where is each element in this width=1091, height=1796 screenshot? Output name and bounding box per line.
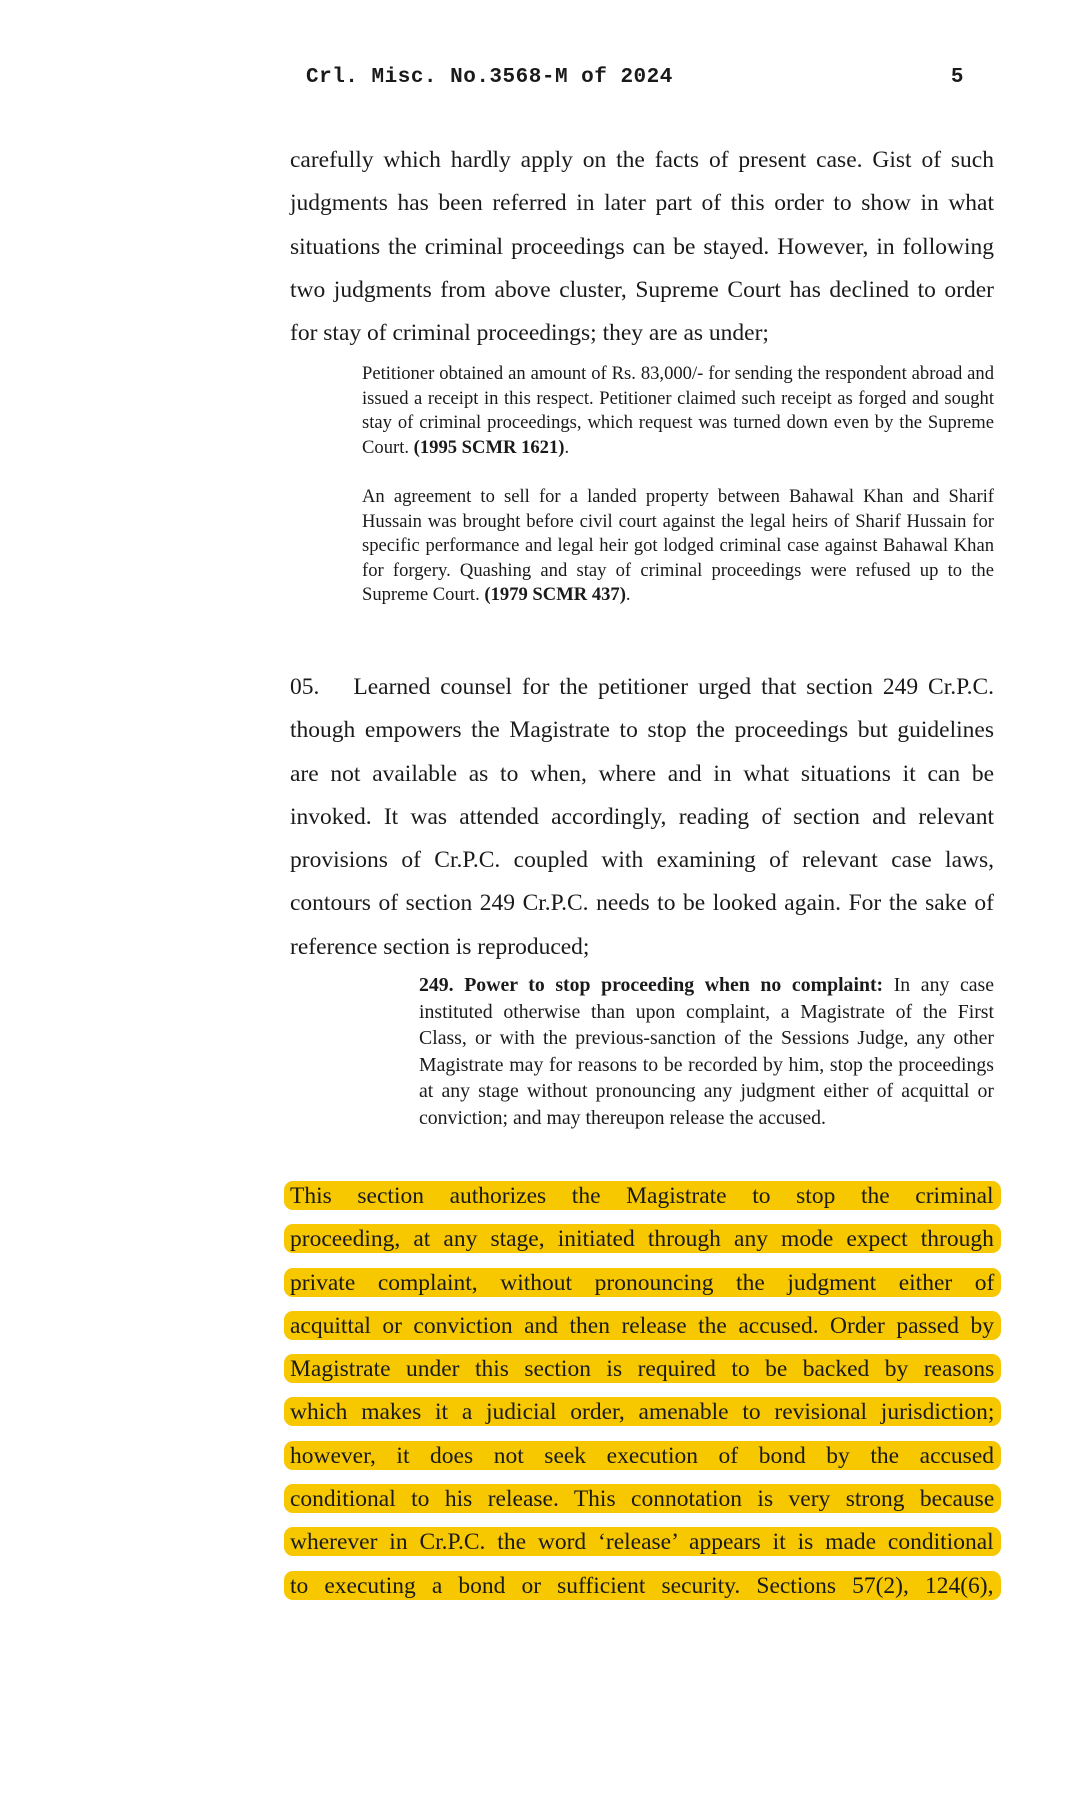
highlighted-line — [290, 1440, 994, 1483]
line-text: proceeding, at any stage, initiated through any mode expect through — [290, 1226, 994, 1253]
quote-citation: (1979 SCMR 437) — [484, 584, 626, 606]
line-text: to executing a bond or sufficient security. Sections 57(2), 124(6), — [290, 1572, 994, 1599]
highlight-mark — [284, 1441, 1001, 1470]
case-number: Crl. Misc. No.3568-M of 2024 — [306, 66, 673, 89]
paragraph-continued: carefully which hardly apply on the facts of present case. Gist of such judgments has been referred in later part of this order to show in what situations the criminal proceedings can be stayed. However, in following two judgments from above cluster, Supreme Court has declined to order for stay of criminal proceedings; they are as under; — [290, 147, 994, 347]
line-text: conditional to his release. This connotation is very strong because — [290, 1486, 995, 1513]
statute-heading: 249. Power to stop proceeding when no complaint: — [419, 974, 884, 996]
highlight-mark — [284, 1224, 1001, 1253]
paragraph-text: Learned counsel for the petitioner urged that section 249 Cr.P.C. though empowers the Magistrate to stop the proceedings but guidelines are not available as to when, where and in what situations it can be invoked. It was attended accordingly, reading of section and relevant provisions of Cr.P.C. coupled with examining of relevant case laws, contours of section 249 Cr.P.C. needs to be looked again. For the sake of reference section is reproduced; — [290, 674, 994, 960]
highlighted-line — [290, 1223, 994, 1266]
page-number: 5 — [950, 66, 964, 89]
highlighted-line — [290, 1310, 994, 1353]
highlighted-line — [290, 1396, 994, 1439]
quoted-judgment-2 — [362, 485, 994, 608]
highlighted-line — [290, 1570, 994, 1613]
highlighted-line — [290, 1180, 994, 1223]
highlight-mark — [284, 1571, 1001, 1600]
quote-end: . — [564, 436, 570, 458]
line-text: however, it does not seek execution of bond by the accused — [290, 1442, 995, 1469]
highlight-mark — [284, 1484, 1001, 1513]
highlight-mark — [284, 1181, 1001, 1210]
line-text: acquittal or conviction and then release the accused. Order passed by — [290, 1312, 994, 1339]
line-text: Magistrate under this section is required to be backed by reasons — [290, 1356, 995, 1383]
statute-text: In any case instituted otherwise than upon complaint, a Magistrate of the First Class, or with the previous-sanction of the Sessions Judge, any other Magistrate may for reasons to be recorded by him, stop the proceedings at any stage without pronouncing any judgment either of acquittal or conviction; and may thereupon release the accused. — [419, 974, 994, 1129]
line-text: which makes it a judicial order, amenable to revisional jurisdiction; — [290, 1399, 995, 1426]
highlighted-line — [290, 1267, 994, 1310]
highlight-mark — [284, 1268, 1001, 1297]
highlighted-line — [290, 1483, 994, 1526]
quote-text: An agreement to sell for a landed property between Bahawal Khan and Sharif Hussain was brought before civil court against the legal heirs of Sharif Hussain for specific performance and legal heir got lodged criminal case against Bahawal Khan for forgery. Quashing and stay of criminal proceedings were refused up to the Supreme Court. — [362, 486, 994, 606]
highlighted-paragraph — [290, 1180, 994, 1613]
highlight-mark — [284, 1311, 1001, 1340]
statute-extract — [419, 972, 994, 1131]
paragraph-05 — [290, 666, 994, 969]
highlight-mark — [284, 1527, 1001, 1556]
quoted-judgment-1 — [362, 362, 994, 460]
highlight-mark — [284, 1354, 1001, 1383]
page-header — [306, 66, 974, 92]
highlight-mark — [284, 1397, 1001, 1426]
highlighted-line — [290, 1526, 994, 1569]
line-text: private complaint, without pronouncing the judgment either of — [290, 1269, 995, 1296]
line-text: wherever in Cr.P.C. the word ‘release’ appears it is made conditional — [290, 1529, 994, 1556]
highlighted-line — [290, 1353, 994, 1396]
quote-citation: (1995 SCMR 1621) — [413, 436, 565, 458]
quote-text: Petitioner obtained an amount of Rs. 83,000/- for sending the respondent abroad and issued a receipt in this respect. Petitioner claimed such receipt as forged and sought stay of criminal proceedings, which request was turned down even by the Supreme Court. — [362, 363, 994, 458]
line-text: This section authorizes the Magistrate to stop the criminal — [290, 1183, 994, 1209]
quote-end: . — [625, 584, 631, 606]
paragraph-number: 05. — [290, 674, 320, 700]
